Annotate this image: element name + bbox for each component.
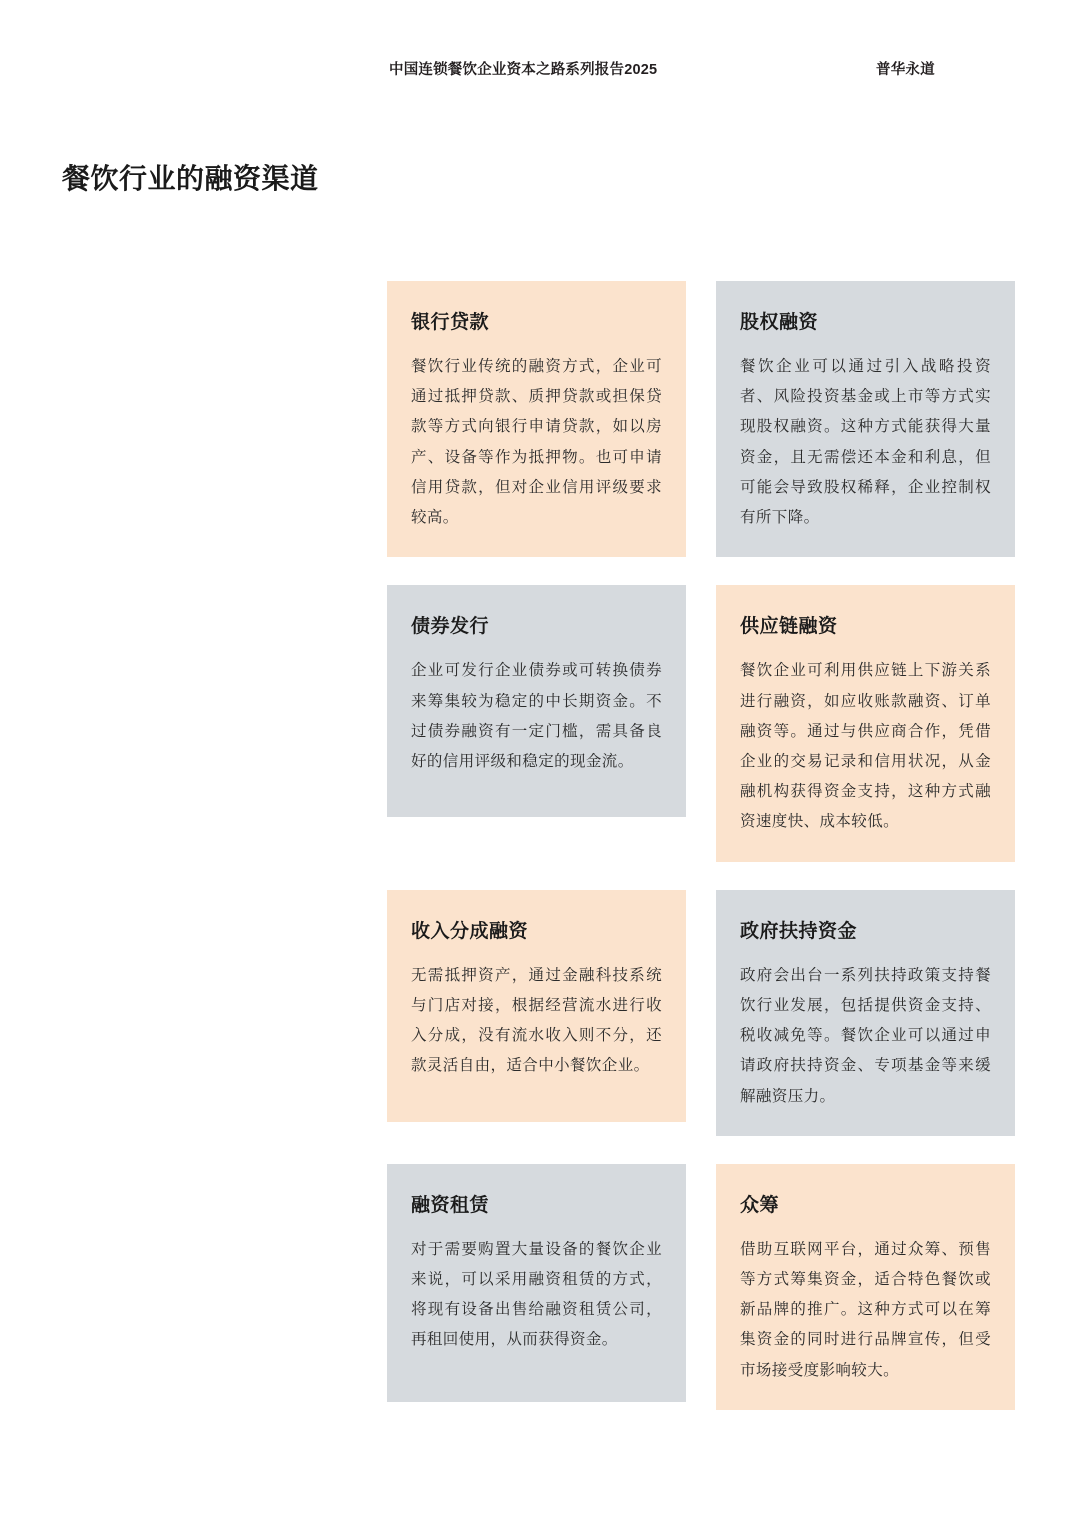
card-title: 众筹 [740, 1194, 780, 1216]
financing-channel-grid [387, 281, 1015, 1438]
card-body: 对于需要购置大量设备的餐饮企业来说，可以采用融资租赁的方式，将现有设备出售给融资租赁公司，再租回使用，从而获得资金。 [411, 1240, 662, 1349]
page-header [0, 58, 1080, 82]
card-title: 股权融资 [740, 312, 819, 333]
header-brand-name: 普华永道 [876, 62, 935, 78]
card-body: 借助互联网平台，通过众筹、预售等方式筹集资金，适合特色餐饮或新品牌的推广。这种方式可以在筹集资金的同时进行品牌宣传，但受市场接受度影响较大。 [740, 1240, 991, 1379]
card-column-left [387, 281, 686, 557]
page-title: 餐饮行业的融资渠道 [62, 163, 319, 194]
card-body: 企业可发行企业债券或可转换债券来筹集较为稳定的中长期资金。不过债券融资有一定门槛，需具备良好的信用评级和稳定的现金流。 [411, 662, 662, 770]
card-column-left [387, 585, 686, 861]
card-column-left [387, 1164, 686, 1410]
card-bank-loan [387, 281, 686, 557]
card-title: 政府扶持资金 [740, 920, 858, 942]
card-column-left [387, 890, 686, 1136]
card-body: 政府会出台一系列扶持政策支持餐饮行业发展，包括提供资金支持、税收减免等。餐饮企业可以通过申请政府扶持资金、专项基金等来缓解融资压力。 [740, 966, 991, 1105]
card-row [387, 585, 1015, 861]
card-supply-chain-financing [716, 585, 1015, 861]
card-column-right [716, 1164, 1015, 1410]
card-title: 融资租赁 [411, 1194, 490, 1216]
card-title: 收入分成融资 [411, 920, 529, 942]
card-column-right [716, 585, 1015, 861]
card-body: 餐饮行业传统的融资方式，企业可通过抵押贷款、质押贷款或担保贷款等方式向银行申请贷款，如以房产、设备等作为抵押物。也可申请信用贷款，但对企业信用评级要求较高。 [411, 358, 662, 527]
card-financial-leasing [387, 1164, 686, 1402]
card-government-support-funds [716, 890, 1015, 1136]
header-report-title: 中国连锁餐饮企业资本之路系列报告2025 [389, 62, 658, 78]
card-body: 餐饮企业可以通过引入战略投资者、风险投资基金或上市等方式实现股权融资。这种方式能获得大量资金，且无需偿还本金和利息，但可能会导致股权稀释，企业控制权有所下降。 [740, 358, 991, 527]
card-bond-issuance [387, 585, 686, 817]
card-body: 无需抵押资产，通过金融科技系统与门店对接，根据经营流水进行收入分成，没有流水收入则不分，还款灵活自由，适合中小餐饮企业。 [411, 966, 662, 1075]
card-row [387, 281, 1015, 557]
card-column-right [716, 281, 1015, 557]
card-title: 债券发行 [411, 616, 490, 638]
card-title: 供应链融资 [740, 616, 838, 638]
card-column-right [716, 890, 1015, 1136]
card-row [387, 890, 1015, 1136]
card-equity-financing [716, 281, 1015, 557]
card-row [387, 1164, 1015, 1410]
card-title: 银行贷款 [411, 312, 490, 333]
card-crowdfunding [716, 1164, 1015, 1410]
card-revenue-share-financing [387, 890, 686, 1122]
card-body: 餐饮企业可利用供应链上下游关系进行融资，如应收账款融资、订单融资等。通过与供应商合作，凭借企业的交易记录和信用状况，从金融机构获得资金支持，这种方式融资速度快、成本较低。 [740, 662, 991, 831]
